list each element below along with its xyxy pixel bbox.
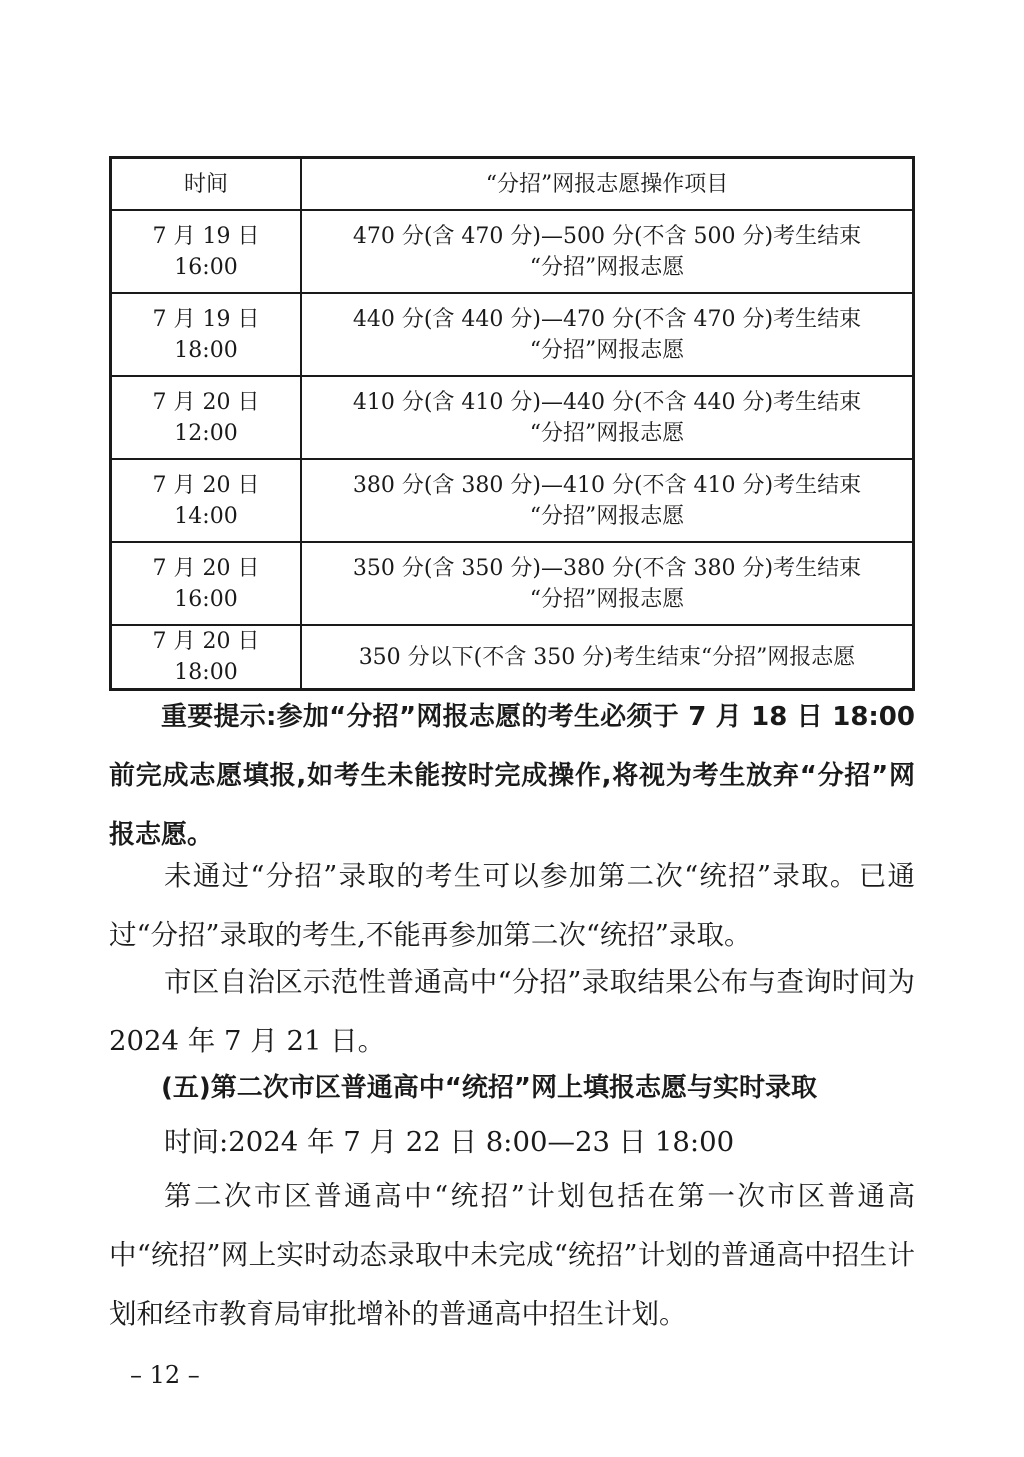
row-operation-line1: 380 分(含 380 分)—410 分(不含 410 分)考生结束 — [352, 472, 862, 498]
header-operation: “分招”网报志愿操作项目 — [301, 158, 914, 211]
row-operation-line1: 350 分以下(不含 350 分)考生结束“分招”网报志愿 — [358, 644, 856, 670]
row-time: 7 月 20 日 16:00 — [111, 542, 302, 625]
table-row — [111, 542, 914, 625]
important-notice: 重要提示:参加“分招”网报志愿的考生必须于 7 月 18 日 18:00 前完成志愿填报,如考生未能按时完成操作,将视为考生放弃“分招”网报志愿。 — [109, 702, 915, 850]
row-operation-line2: “分招”网报志愿 — [529, 254, 685, 280]
page-number: – 12 – — [130, 1361, 200, 1389]
row-time: 7 月 20 日 14:00 — [111, 459, 302, 542]
row-time: 7 月 19 日 16:00 — [111, 210, 302, 293]
result-announcement: 市区自治区示范性普通高中“分招”录取结果公布与查询时间为 2024 年 7 月 21 日。 — [109, 966, 915, 1057]
row-operation-line2: “分招”网报志愿 — [529, 586, 685, 612]
row-operation — [301, 376, 914, 459]
row-operation — [301, 210, 914, 293]
row-operation — [301, 542, 914, 625]
row-operation-line1: 440 分(含 440 分)—470 分(不含 470 分)考生结束 — [352, 306, 862, 332]
table-row — [111, 210, 914, 293]
row-operation — [301, 459, 914, 542]
second-round-note: 未通过“分招”录取的考生可以参加第二次“统招”录取。已通过“分招”录取的考生,不能再参加第二次“统招”录取。 — [109, 860, 915, 951]
row-operation-line2: “分招”网报志愿 — [529, 337, 685, 363]
row-time: 7 月 20 日 12:00 — [111, 376, 302, 459]
row-operation-line1: 470 分(含 470 分)—500 分(不含 500 分)考生结束 — [352, 223, 862, 249]
row-time: 7 月 20 日 18:00 — [111, 625, 302, 690]
row-operation — [301, 625, 914, 690]
table-row — [111, 376, 914, 459]
table-row — [111, 625, 914, 690]
table-header-row — [111, 158, 914, 211]
header-time: 时间 — [111, 158, 302, 211]
row-operation-line2: “分招”网报志愿 — [529, 503, 685, 529]
table-row — [111, 459, 914, 542]
section-body: 第二次市区普通高中“统招”计划包括在第一次市区普通高中“统招”网上实时动态录取中未完成“统招”计划的普通高中招生计划和经市教育局审批增补的普通高中招生计划。 — [109, 1180, 915, 1330]
section-time: 时间:2024 年 7 月 22 日 8:00—23 日 18:00 — [164, 1126, 735, 1158]
schedule-table — [109, 156, 915, 691]
row-time: 7 月 19 日 18:00 — [111, 293, 302, 376]
row-operation-line2: “分招”网报志愿 — [529, 420, 685, 446]
row-operation-line1: 350 分(含 350 分)—380 分(不含 380 分)考生结束 — [352, 555, 862, 581]
section-heading: (五)第二次市区普通高中“统招”网上填报志愿与实时录取 — [161, 1073, 817, 1103]
row-operation-line1: 410 分(含 410 分)—440 分(不含 440 分)考生结束 — [352, 389, 862, 415]
row-operation — [301, 293, 914, 376]
table-row — [111, 293, 914, 376]
